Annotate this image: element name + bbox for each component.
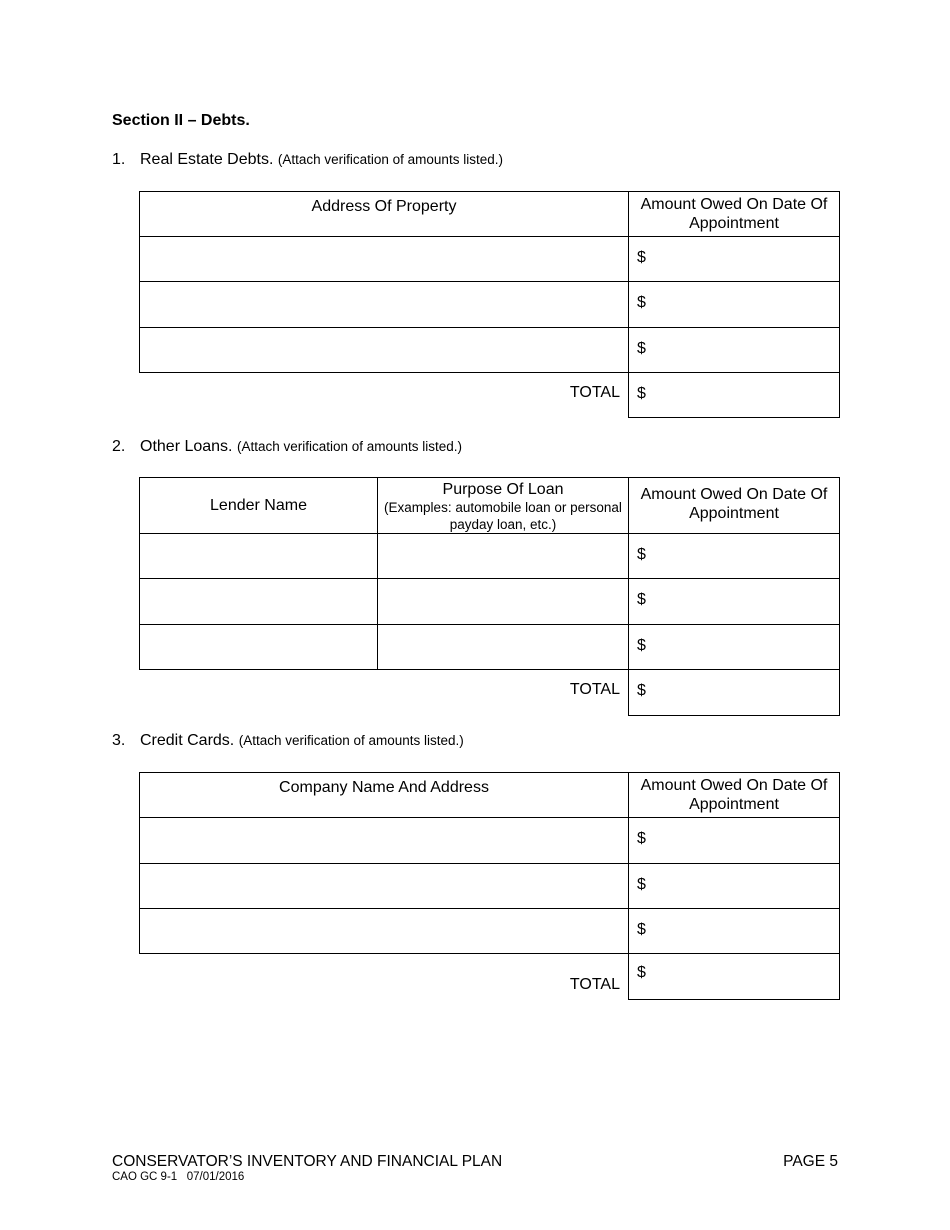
credit-cards-table — [139, 772, 840, 1000]
total-label: TOTAL — [140, 954, 629, 1000]
lender-input-cell[interactable] — [140, 534, 378, 579]
table-row — [140, 625, 840, 670]
other-loans-title: Other Loans. — [140, 438, 233, 455]
amount-input-cell[interactable] — [629, 625, 840, 670]
company-input-cell[interactable] — [140, 909, 629, 954]
footer-form-title: CONSERVATOR’S INVENTORY AND FINANCIAL PLAN — [112, 1153, 503, 1170]
real-estate-number: 1. — [112, 151, 126, 168]
currency-symbol: $ — [637, 294, 646, 311]
credit-cards-title: Credit Cards. — [140, 732, 235, 749]
credit-cards-note: (Attach verification of amounts listed.) — [238, 733, 464, 748]
company-column-header: Company Name And Address — [140, 773, 629, 818]
purpose-input-cell[interactable] — [378, 579, 629, 625]
currency-symbol: $ — [637, 591, 646, 608]
table-row — [140, 864, 840, 909]
currency-symbol: $ — [637, 682, 646, 699]
address-input-cell[interactable] — [140, 282, 629, 328]
address-input-cell[interactable] — [140, 237, 629, 282]
other-loans-heading — [112, 438, 462, 456]
address-input-cell[interactable] — [140, 328, 629, 373]
purpose-header-label: Purpose Of Loan — [442, 481, 564, 498]
lender-input-cell[interactable] — [140, 625, 378, 670]
total-row — [140, 373, 840, 418]
section-title: Section II – Debts. — [112, 112, 250, 129]
purpose-input-cell[interactable] — [378, 625, 629, 670]
amount-input-cell[interactable] — [629, 864, 840, 909]
amount-column-header: Amount Owed On Date Of Appointment — [629, 773, 840, 818]
real-estate-note: (Attach verification of amounts listed.) — [277, 152, 503, 167]
amount-input-cell[interactable] — [629, 818, 840, 864]
other-loans-note: (Attach verification of amounts listed.) — [236, 439, 463, 454]
footer-page-number: PAGE 5 — [783, 1153, 838, 1170]
amount-input-cell[interactable] — [629, 579, 840, 625]
real-estate-heading — [112, 151, 503, 169]
footer-form-code: CAO GC 9-1 07/01/2016 — [112, 1171, 245, 1183]
table-row — [140, 534, 840, 579]
company-input-cell[interactable] — [140, 818, 629, 864]
currency-symbol: $ — [637, 830, 646, 847]
currency-symbol: $ — [637, 876, 646, 893]
amount-input-cell[interactable] — [629, 909, 840, 954]
real-estate-title: Real Estate Debts. — [140, 151, 274, 168]
amount-column-header: Amount Owed On Date Of Appointment — [629, 192, 840, 237]
table-row — [140, 909, 840, 954]
real-estate-table — [139, 191, 840, 418]
purpose-header-examples: (Examples: automobile loan or personal payday loan, etc.) — [384, 500, 622, 532]
total-row — [140, 670, 840, 716]
table-row — [140, 818, 840, 864]
total-amount-cell[interactable] — [629, 670, 840, 716]
amount-input-cell[interactable] — [629, 237, 840, 282]
total-label: TOTAL — [140, 670, 629, 716]
table-row — [140, 328, 840, 373]
table-row — [140, 579, 840, 625]
address-column-header: Address Of Property — [140, 192, 629, 237]
total-row — [140, 954, 840, 1000]
credit-cards-number: 3. — [112, 732, 126, 749]
currency-symbol: $ — [637, 921, 646, 938]
purpose-input-cell[interactable] — [378, 534, 629, 579]
company-input-cell[interactable] — [140, 864, 629, 909]
currency-symbol: $ — [637, 249, 646, 266]
currency-symbol: $ — [637, 964, 646, 981]
amount-input-cell[interactable] — [629, 328, 840, 373]
total-amount-cell[interactable] — [629, 373, 840, 418]
purpose-column-header — [378, 478, 629, 534]
currency-symbol: $ — [637, 385, 646, 402]
credit-cards-heading — [112, 732, 464, 750]
lender-column-header: Lender Name — [140, 478, 378, 534]
other-loans-table — [139, 477, 840, 716]
table-row — [140, 237, 840, 282]
amount-column-header: Amount Owed On Date Of Appointment — [629, 478, 840, 534]
currency-symbol: $ — [637, 340, 646, 357]
lender-input-cell[interactable] — [140, 579, 378, 625]
total-label: TOTAL — [140, 373, 629, 418]
total-amount-cell[interactable] — [629, 954, 840, 1000]
currency-symbol: $ — [637, 546, 646, 563]
amount-input-cell[interactable] — [629, 534, 840, 579]
table-row — [140, 282, 840, 328]
other-loans-number: 2. — [112, 438, 126, 455]
amount-input-cell[interactable] — [629, 282, 840, 328]
currency-symbol: $ — [637, 637, 646, 654]
